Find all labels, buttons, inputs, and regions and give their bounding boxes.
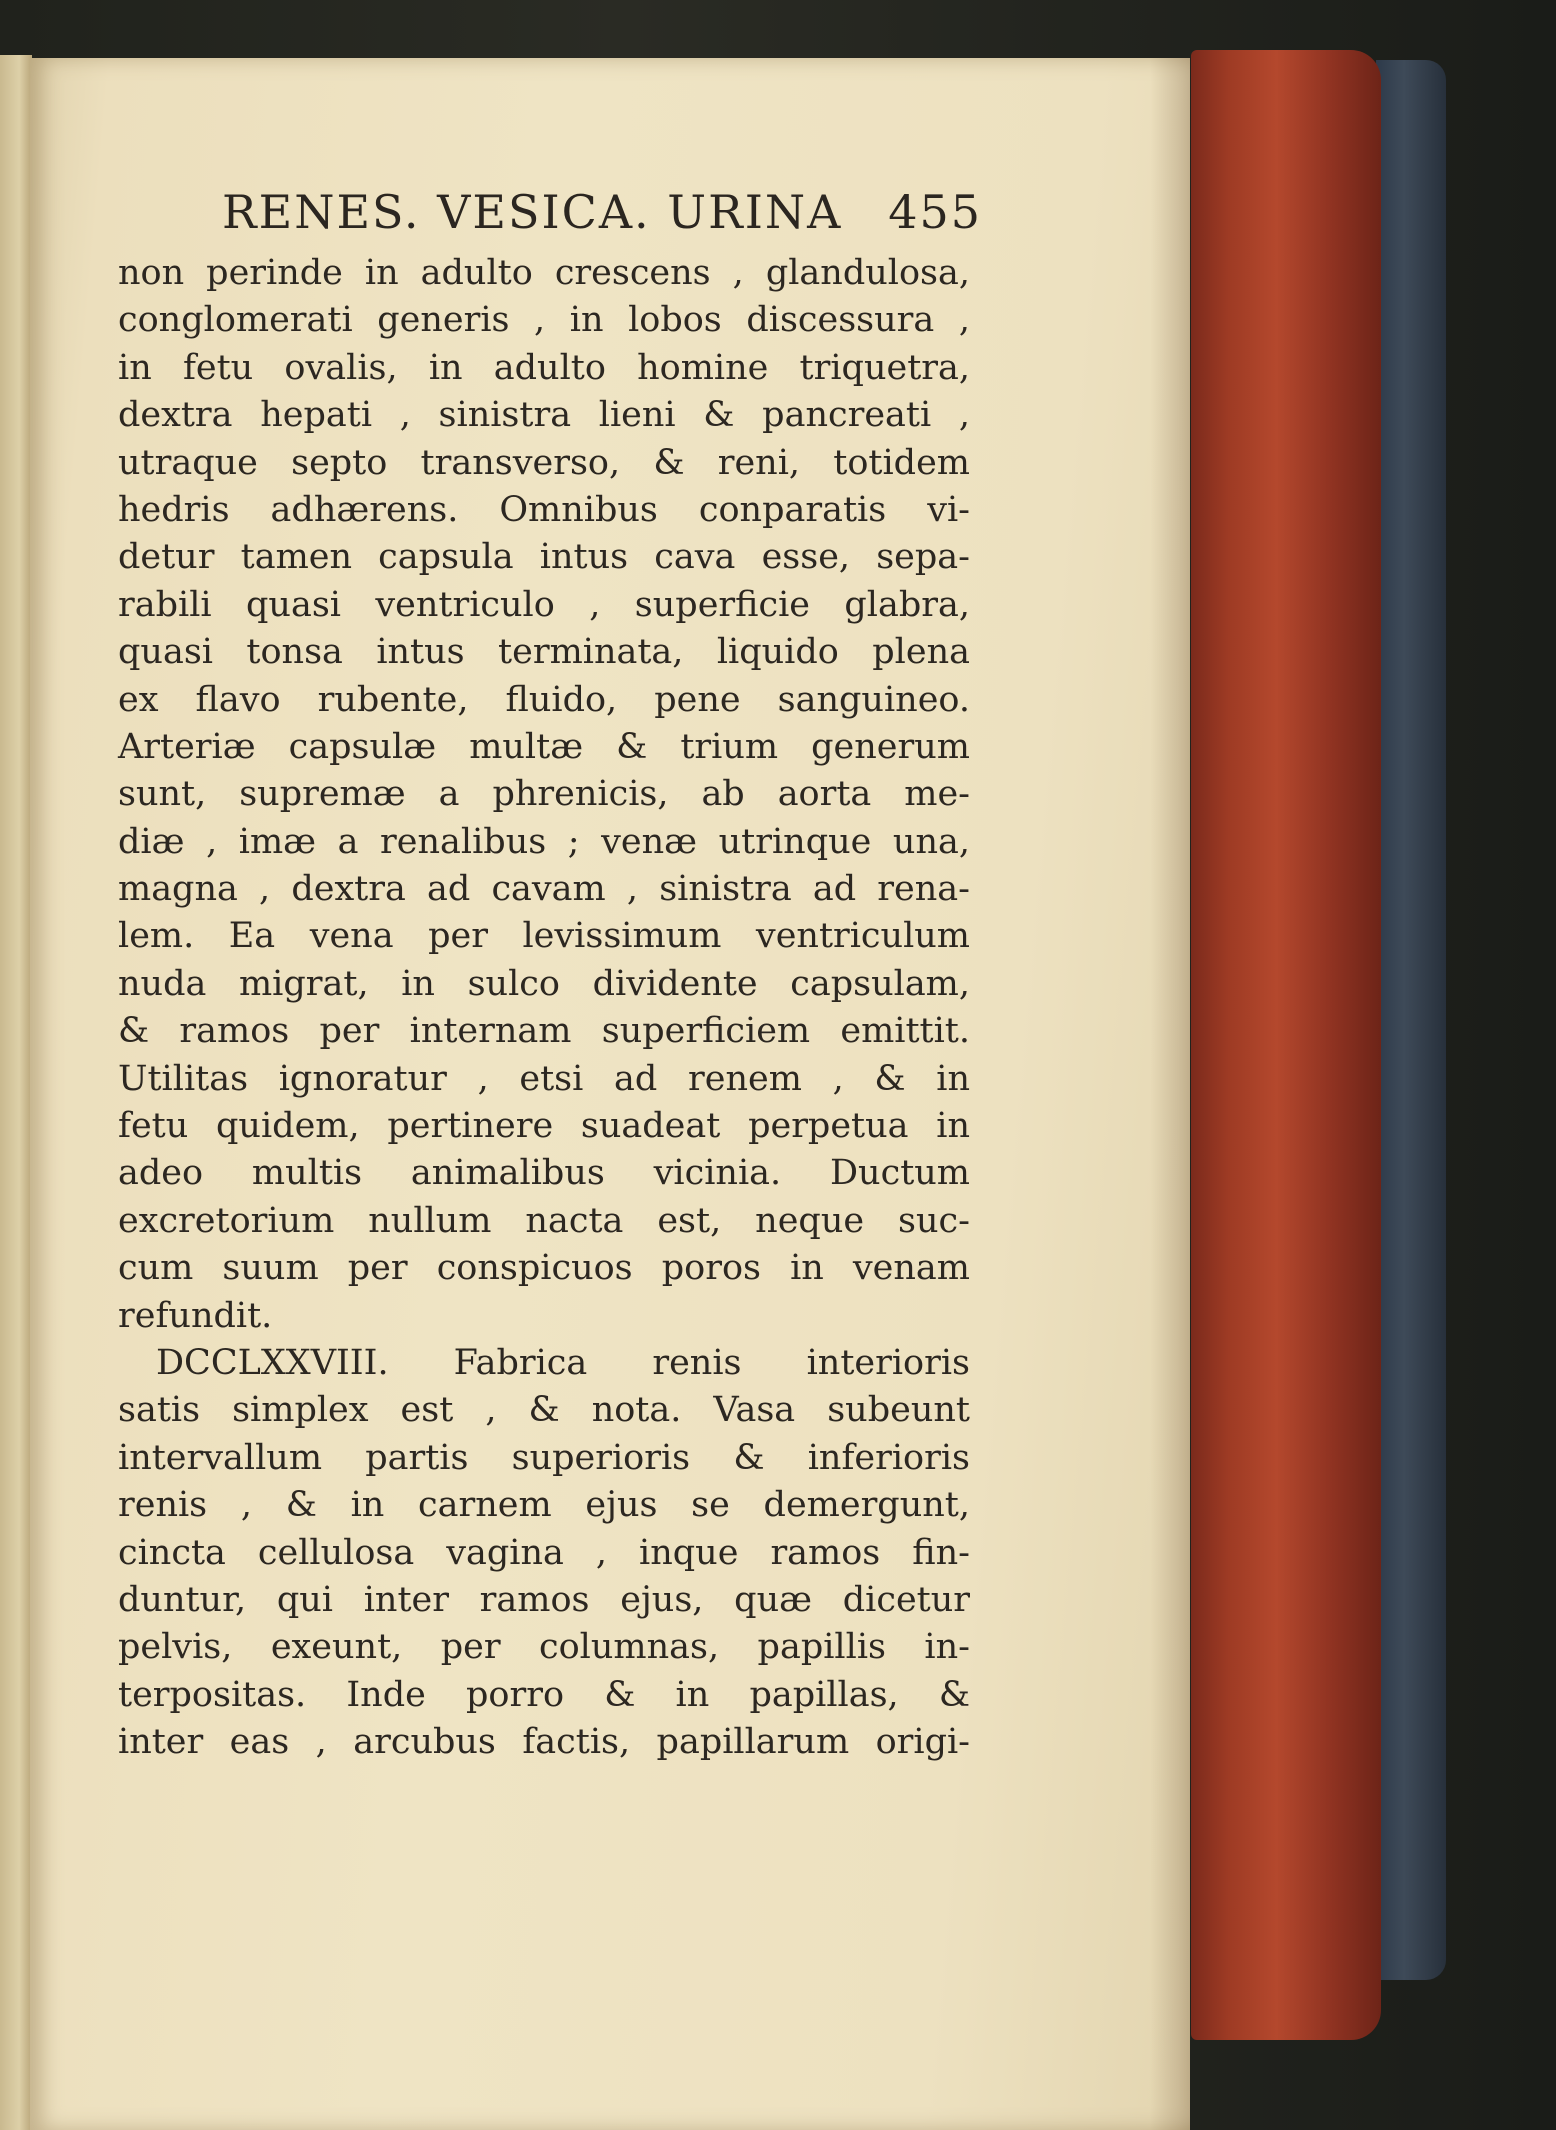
text-line: conglomerati generis , in lobos discessura , <box>118 300 970 341</box>
text-line: ex flavo rubente, fluido, pene sanguineo. <box>118 679 970 720</box>
text-line: lem. Ea vena per levissimum ventriculum <box>118 916 970 957</box>
text-line: duntur, qui inter ramos ejus, quæ dicetur <box>118 1579 970 1620</box>
text-line: in fetu ovalis, in adulto homine triquetra, <box>118 347 970 388</box>
page-block-edge <box>1191 50 1381 2040</box>
text-line: pelvis, exeunt, per columnas, papillis in- <box>118 1627 970 1668</box>
text-line: excretorium nullum nacta est, neque suc- <box>118 1200 970 1241</box>
text-line: utraque septo transverso, & reni, totidem <box>118 442 970 483</box>
page-edge-shadow <box>1150 58 1190 2130</box>
text-line: renis , & in carnem ejus se demergunt, <box>118 1485 970 1526</box>
text-line: Utilitas ignoratur , etsi ad renem , & in <box>118 1058 970 1099</box>
text-line: non perinde in adulto crescens , glandulosa, <box>118 253 970 293</box>
text-line: sunt, supremæ a phrenicis, ab aorta me- <box>118 774 970 815</box>
running-title: RENES. VESICA. URINA <box>222 185 843 239</box>
text-line: quasi tonsa intus terminata, liquido plena <box>118 632 970 673</box>
text-line: rabili quasi ventriculo , superficie glabra, <box>118 584 970 625</box>
text-line: inter eas , arcubus factis, papillarum origi- <box>118 1722 970 1763</box>
text-line: adeo multis animalibus vicinia. Ductum <box>118 1153 970 1194</box>
facing-page-edge <box>0 55 32 2130</box>
page-number: 455 <box>888 185 982 239</box>
text-line: dextra hepati , sinistra lieni & pancreati , <box>118 395 970 436</box>
text-line: fetu quidem, pertinere suadeat perpetua in <box>118 1106 970 1147</box>
text-line: cincta cellulosa vagina , inque ramos fin- <box>118 1532 970 1573</box>
text-line: magna , dextra ad cavam , sinistra ad rena- <box>118 869 970 910</box>
text-line: & ramos per internam superficiem emittit. <box>118 1011 970 1052</box>
body-text <box>118 250 970 1767</box>
text-line: Arteriæ capsulæ multæ & trium generum <box>118 726 970 767</box>
text-line: hedris adhærens. Omnibus conparatis vi- <box>118 489 970 530</box>
text-line: refundit. <box>118 1295 273 1336</box>
text-line: detur tamen capsula intus cava esse, sepa- <box>118 537 970 578</box>
section-heading-line: DCCLXXVIII. Fabrica renis interioris <box>156 1342 970 1383</box>
book-cover-edge <box>1376 60 1446 1980</box>
text-line: nuda migrat, in sulco dividente capsulam, <box>118 963 970 1004</box>
text-line: intervallum partis superioris & inferioris <box>118 1437 970 1478</box>
page-header <box>222 185 982 247</box>
text-line: diæ , imæ a renalibus ; venæ utrinque una, <box>118 821 970 862</box>
text-line: cum suum per conspicuos poros in venam <box>118 1248 970 1289</box>
text-line: satis simplex est , & nota. Vasa subeunt <box>118 1390 970 1431</box>
text-line: terpositas. Inde porro & in papillas, & <box>118 1674 970 1715</box>
